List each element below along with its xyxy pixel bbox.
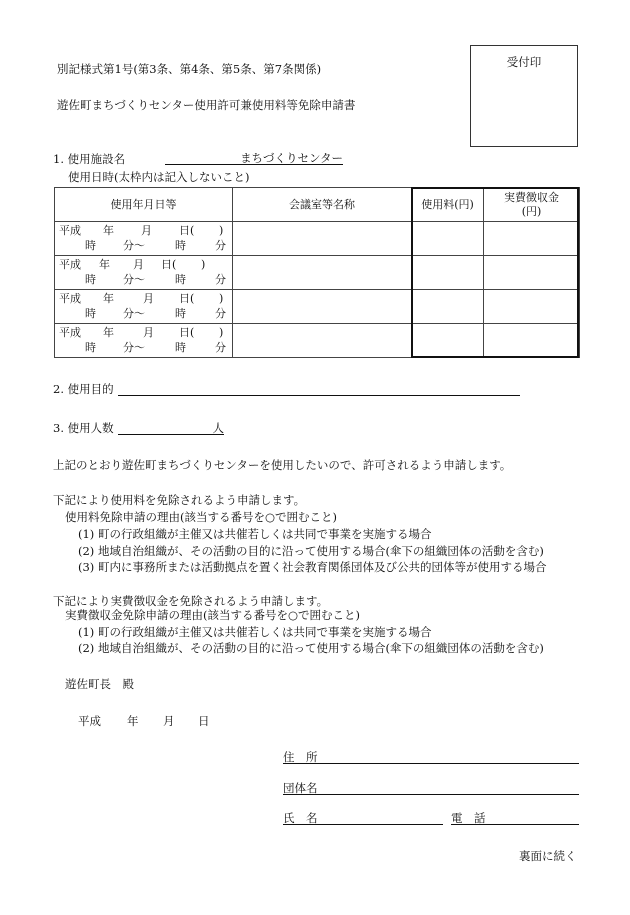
minute-label: 分〜	[123, 239, 145, 252]
minute-label: 分	[215, 273, 226, 286]
reception-stamp-box	[470, 45, 578, 147]
era-label: 平成	[59, 224, 81, 237]
fee-exemption-heading: 下記により使用料を免除されるよう申請します。	[53, 493, 306, 507]
purpose-field[interactable]	[118, 381, 520, 396]
col-header-room: 会議室等名称	[233, 188, 412, 222]
continued-note: 裏面に続く	[519, 849, 577, 863]
day-label: 日(	[179, 224, 195, 237]
weekday-close-paren: )	[201, 258, 206, 271]
people-unit: 人	[212, 421, 224, 435]
date-cell[interactable]	[55, 256, 233, 290]
stamp-label: 受付印	[506, 55, 542, 69]
table-row	[55, 290, 580, 324]
minute-label: 分	[215, 239, 226, 252]
addressee: 遊佐町長 殿	[65, 677, 134, 691]
form-number: 別記様式第1号(第3条、第4条、第5条、第7条関係)	[57, 62, 322, 76]
people-field[interactable]	[118, 420, 224, 435]
era-label: 平成	[59, 258, 81, 271]
hour-label: 時	[85, 307, 96, 320]
address-field[interactable]	[283, 749, 579, 764]
date-cell[interactable]	[55, 324, 233, 358]
hour-label: 時	[85, 341, 96, 354]
minute-label: 分〜	[123, 273, 145, 286]
facility-name-field[interactable]	[165, 150, 343, 165]
date-cell[interactable]	[55, 290, 233, 324]
year-label: 年	[103, 292, 114, 305]
room-cell[interactable]	[233, 222, 412, 256]
group-field[interactable]	[283, 780, 579, 795]
table-row	[55, 324, 580, 358]
name-label: 氏 名	[283, 811, 318, 825]
cost-exemption-item[interactable]: (2) 地域自治組織が、その活動の目的に沿って使用する場合(傘下の組織団体の活動を含む)	[78, 641, 544, 655]
fee-cell[interactable]	[412, 222, 484, 256]
date-day: 日	[198, 714, 210, 728]
cost-exemption-reason-heading: 実費徴収金免除申請の理由(該当する番号を○で囲むこと)	[65, 608, 361, 622]
year-label: 年	[99, 258, 110, 271]
day-label: 日(	[179, 326, 195, 339]
cost-exemption-heading: 下記により実費徴収金を免除されるよう申請します。	[53, 594, 329, 608]
table-row	[55, 222, 580, 256]
fee-cell[interactable]	[412, 256, 484, 290]
hour-label: 時	[175, 341, 186, 354]
room-cell[interactable]	[233, 256, 412, 290]
minute-label: 分	[215, 307, 226, 320]
day-label: 日(	[161, 258, 177, 271]
minute-label: 分〜	[123, 307, 145, 320]
month-label: 月	[143, 326, 154, 339]
fee-exemption-reason-heading: 使用料免除申請の理由(該当する番号を○で囲むこと)	[65, 510, 338, 524]
col-header-fee: 使用料(円)	[412, 188, 484, 222]
cost-exemption-item[interactable]: (1) 町の行政組織が主催又は共催若しくは共同で事業を実施する場合	[78, 625, 432, 639]
weekday-close-paren: )	[219, 224, 224, 237]
fee-cell[interactable]	[412, 290, 484, 324]
fee-exemption-item[interactable]: (3) 町内に事務所または活動拠点を置く社会教育関係団体及び公共的団体等が使用する場合	[78, 560, 547, 574]
era-label: 平成	[59, 292, 81, 305]
minute-label: 分	[215, 341, 226, 354]
room-cell[interactable]	[233, 290, 412, 324]
weekday-close-paren: )	[219, 326, 224, 339]
year-label: 年	[103, 326, 114, 339]
date-era: 平成	[78, 714, 101, 728]
cost-cell[interactable]	[484, 290, 580, 324]
date-month: 月	[163, 714, 175, 728]
request-statement: 上記のとおり遊佐町まちづくりセンターを使用したいので、許可されるよう申請します。	[53, 458, 512, 472]
name-field[interactable]	[283, 810, 443, 825]
col-header-date: 使用年月日等	[55, 188, 233, 222]
hour-label: 時	[175, 307, 186, 320]
fee-cell[interactable]	[412, 324, 484, 358]
col-header-cost	[484, 188, 580, 222]
usage-table	[54, 187, 580, 358]
group-label: 団体名	[283, 781, 318, 795]
room-cell[interactable]	[233, 324, 412, 358]
col-header-cost-line2: (円)	[521, 204, 542, 218]
cost-cell[interactable]	[484, 222, 580, 256]
address-label: 住 所	[283, 750, 318, 764]
people-label: 3. 使用人数	[53, 421, 114, 435]
month-label: 月	[143, 292, 154, 305]
facility-label: 1. 使用施設名	[53, 152, 126, 166]
cost-cell[interactable]	[484, 324, 580, 358]
purpose-label: 2. 使用目的	[53, 382, 114, 396]
phone-field[interactable]	[451, 810, 579, 825]
phone-label: 電 話	[451, 811, 486, 825]
facility-name-value: まちづくりセンター	[240, 151, 343, 165]
form-title: 遊佐町まちづくりセンター使用許可兼使用料等免除申請書	[57, 98, 356, 112]
usage-date-note: 使用日時(太枠内は記入しないこと)	[68, 170, 250, 184]
weekday-close-paren: )	[219, 292, 224, 305]
minute-label: 分〜	[123, 341, 145, 354]
cost-cell[interactable]	[484, 256, 580, 290]
table-header-row	[55, 188, 580, 222]
date-year: 年	[127, 714, 139, 728]
hour-label: 時	[85, 239, 96, 252]
day-label: 日(	[179, 292, 195, 305]
era-label: 平成	[59, 326, 81, 339]
hour-label: 時	[85, 273, 96, 286]
month-label: 月	[133, 258, 144, 271]
col-header-cost-line1: 実費徴収金	[504, 190, 559, 204]
year-label: 年	[103, 224, 114, 237]
table-row	[55, 256, 580, 290]
month-label: 月	[141, 224, 152, 237]
fee-exemption-item[interactable]: (1) 町の行政組織が主催又は共催若しくは共同で事業を実施する場合	[78, 527, 432, 541]
hour-label: 時	[175, 273, 186, 286]
hour-label: 時	[175, 239, 186, 252]
fee-exemption-item[interactable]: (2) 地域自治組織が、その活動の目的に沿って使用する場合(傘下の組織団体の活動を含む)	[78, 544, 544, 558]
date-cell[interactable]	[55, 222, 233, 256]
